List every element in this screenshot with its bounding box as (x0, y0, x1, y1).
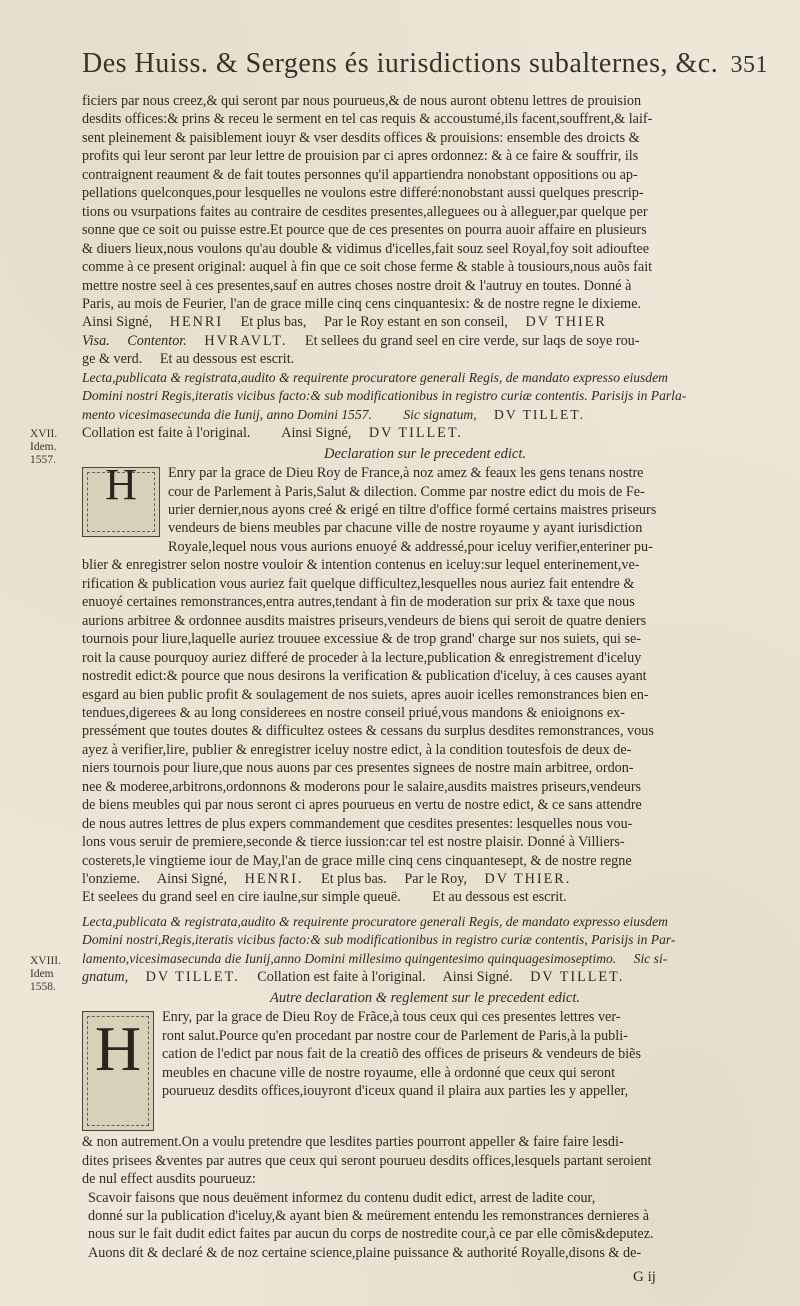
text-line: contraignent reaument & de fait toutes personnes qu'il appartiendra nonobstant oppositions ou ap- (82, 166, 638, 183)
page-title: Des Huiss. & Sergens és iurisdictions subalternes, &c. (82, 48, 719, 79)
collation-line-2: gnatum, DV TILLET. Collation est faite à l'original. Ainsi Signé. DV TILLET. (82, 969, 625, 986)
seal-line: ge & verd. Et au dessous est escrit. (82, 351, 295, 368)
text-line: sent pleinement & paisiblement iouyr & vser desdits offices & prouisions: ensemble des droicts & (82, 129, 640, 146)
text-line: profits qui leur seront par leur lettre de prouision par ci apres ordonnez: & à ce faire & souffrir, ils (82, 148, 639, 165)
signature-mark: G ij (633, 1269, 656, 1285)
paragraph-1 (82, 92, 768, 313)
text-line: comme à ce present original: auquel à fin que ce soit chose ferme & stable à tousiours,nous auõs fait (82, 259, 653, 276)
text-line: & diuers lieux,nous voulons qu'au double & vidimus d'icelles,fait souz seel Royal,foy soit adiouftee (82, 240, 650, 257)
text-line: desdits offices:& prins & receu le serment en tel cas requis & accoustumé,ils facent,souffrent,& laif- (82, 111, 653, 128)
folio-number: 351 (730, 52, 768, 78)
visa-line: Visa. Contentor. HVRAVLT. Et sellees du grand seel en cire verde, sur laqs de soye rou- (82, 332, 640, 349)
margin-note-date: Idem 1558. (30, 968, 56, 993)
document-body (82, 92, 768, 1262)
text-line: pellations quelconques,pour lesquelles ne voulons estre differé:nonobstant aussi quelques prescrip- (82, 185, 644, 202)
paragraph-2: H Enry par la grace de Dieu Roy de France,à noz amez & feaux les gens tenans nostre cour de Parlement à Paris,Salut & dilection. Comme par nostre edict du mois de Fe- urier dernier,nous ayons creé & erigé en tiltre d'office formé certains maistres priseurs vendeurs de biens meubles par chacune ville de nostre royaume y ayant iurisdiction Royale,lequel nous vous aurions enuoyé & addressé,pour iceluy verifier,enteriner pu- blier & enregistrer selon nostre vouloir & intention contenus en iceluy:sur lequel enterinement,ve- rification & publication vous auriez fait quelque difficultez,lesquelles nous auriez fait entendre & enuoyé certaines remonstrances,entra autres,tendant à fin de moderation sur prix & taxe que nous aurions arbitree & ordonnee ausdits maistres priseurs,vendeurs de biens qui seroit de quatre deniers tournois pour liure,laquelle auriez trouuee excessiue & de trop grand' charge sur nos suiets, qui se- roit la cause pourquoy auriez differé de proceder à la lecture,publication & enregistrement d'iceluy nostredit edict:& pource que nous desirons la verification & publication d'iceluy, à ces causes ayant esgard au bien public profit & soulagement de nos suiets, apres auoir icelles remonstrances bien en- tendues,digerees & au long considerees en nostre conseil priué,vous mandons & enioignons ex- pressément que toutes doutes & difficultez ostees & cessans du surplus desdites remonstrances, vous ayez à verifier,lire, publier & enregistrer iceluy nostre edict, à la condition toutesfois de deux de- niers tournois pour liure,que nous auons par ces presentes signees de nostre main arbitree, ordon- nee & moderee,arbitrons,ordonnons & moderons pour le salaire,ausdits maistres priseurs,vendeurs de biens meubles qui par nous seront ci apres pourueus en vertu de nostre edict, & ce sans attendre de nous autres lettres de plus expers commandement que cesdites presentes: lesquelles nous vou- lons vous seruir de premiere,seconde & tierce iussion:car tel est nostre plaisir. Donné à Villiers- costerets,le vingtieme iour de May,l'an de grace mille cinq cens cinquantesept, & de nostre regne l'onzieme. Ainsi Signé, HENRI. Et plus bas. Par le Roy, DV THIER. Et seelees du grand seel en cire iaulne,sur simple queuë. Et au dessous est escrit. (82, 460, 657, 906)
collation-line: Collation est faite à l'original. Ainsi Signé, DV TILLET. (82, 425, 463, 442)
paragraph-4: Scavoir faisons que nous deuëment informez du contenu dudit edict, arrest de ladite cour, donné sur la publication d'iceluy,& ayant bien & meürement entendu les remonstrances dernieres à nous sur le fait dudit edict faites par aucun du corps de nostredite cour,à ce par elle cõmis&deputez. Auons dit & declaré & de noz certaine science,plaine puissance & authorité Royalle,disons & de- (88, 1189, 654, 1261)
text-line: ficiers par nous creez,& qui seront par nous pourueus,& de nous auront obtenu lettres de prouision (82, 93, 642, 109)
signature-line: Ainsi Signé, HENRI Et plus bas, Par le Roy estant en son conseil, DV THIER (82, 314, 607, 331)
running-head (82, 48, 782, 90)
ornamental-initial: H (82, 467, 160, 537)
margin-note-number: XVIII. (30, 955, 61, 967)
text-line: Paris, au mois de Feurier, l'an de grace mille cinq cens cinquantesix: & de nostre regne le dixieme. (82, 295, 642, 312)
latin-registration-1: Lecta,publicata & registrata,audito & requirente procuratore generali Regis, de mandato expresso eiusdem Domini nostri Regis,iteratis vicibus facto:& sub modificationibus in registro curiæ contentis. Parisijs in Parla- mento vicesimasecunda die Iunij, anno Domini 1557. Sic signatum, DV TILLET. (82, 369, 687, 422)
margin-note-18 (30, 955, 76, 994)
text-line: sonne que ce soit ou puisse estre.Et pource que de ces presentes on pourra auoir affaire en plusieurs (82, 222, 647, 239)
margin-note-number: XVII. (30, 428, 58, 440)
section-heading-2: Autre declaration & reglement sur le precedent edict. (269, 989, 581, 1006)
section-heading-1: Declaration sur le precedent edict. (323, 445, 526, 462)
latin-registration-2: Lecta,publicata & registrata,audito & requirente procuratore generali Regis, de mandato expresso eiusdem Domini nostri,Regis,iteratis vicibus facto:& sub modificationibus in registro curiæ contentis, Parisijs in Par- lamento,vicesimasecunda die Iunij,anno Domini millesimo quingentesimo quinquagesimoseptimo. Sic si- (82, 913, 676, 966)
text-line: mettre nostre seel à ces presentes,sauf en autres choses nostre droit & l'autruy en toutes. Donné à (82, 277, 632, 294)
ornamental-initial-large: H (82, 1011, 154, 1131)
margin-note-date: Idem. 1557. (30, 441, 57, 466)
margin-note-17 (30, 428, 76, 467)
text-line: tions ou vsurpations faites au contraire de cesdites presentes,alleguees ou à alleguer,par quelque per (82, 203, 648, 220)
paragraph-3: H Enry, par la grace de Dieu Roy de Frãce,à tous ceux qui ces presentes lettres ver- ront salut.Pource qu'en procedant par nostre cour de Parlement de Paris,à la publi- cation de l'edict par nous fait de la creatiõ des offices de priseurs & vendeurs de biẽs meubles en chacune ville de nostre royaume, elle à ordonné que ceux qui seront pourueuz desdits offices,iouyront d'iceux quand il plaira aux parties les y appeller, & non autrement.On a voulu pretendre que lesdites parties pourront appeller & faire faire lesdi- dites prisees &ventes par autres que ceux qui seront pourueu desdits offices,lesquels partant seroient de nul effect ausdits pourueuz: (82, 1009, 652, 1188)
